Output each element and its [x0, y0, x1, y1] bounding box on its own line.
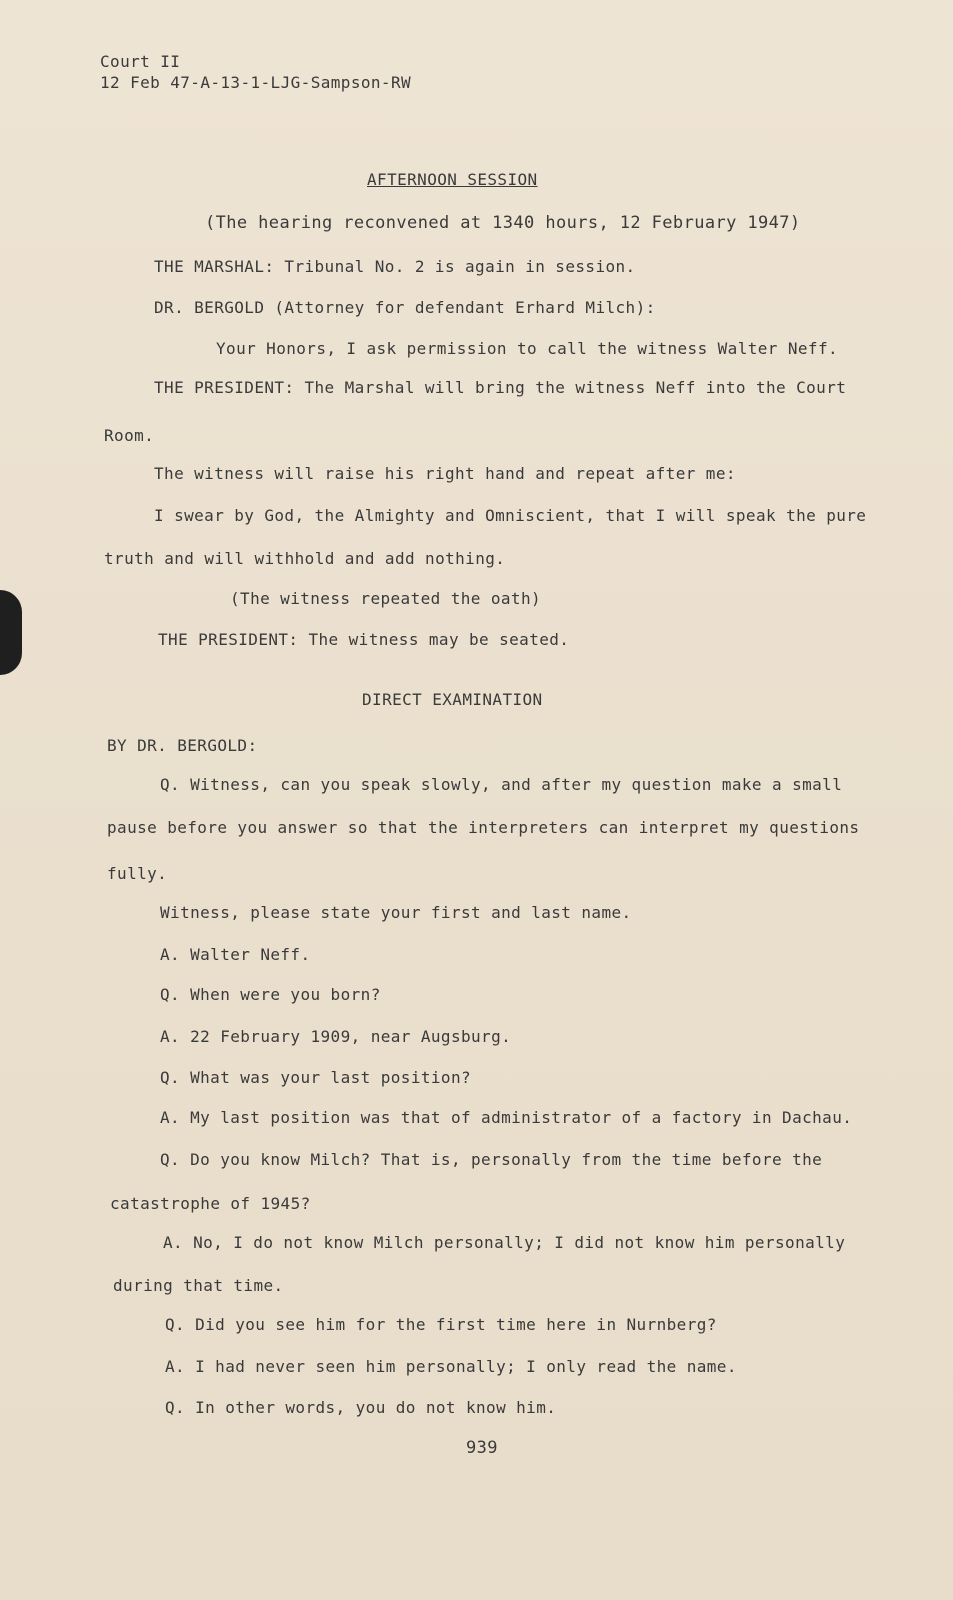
text-line: Q. When were you born? [160, 985, 381, 1004]
text-line: I swear by God, the Almighty and Omniscient, that I will speak the pure [154, 506, 867, 525]
text-line: THE PRESIDENT: The witness may be seated. [158, 630, 570, 649]
text-line: BY DR. BERGOLD: [107, 736, 258, 755]
punch-hole [0, 590, 22, 675]
text-line: (The hearing reconvened at 1340 hours, 12 February 1947) [205, 213, 801, 233]
text-line: Q. In other words, you do not know him. [165, 1398, 557, 1417]
text-line: truth and will withhold and add nothing. [104, 549, 506, 568]
text-line: A. I had never seen him personally; I only read the name. [165, 1357, 737, 1376]
text-line: during that time. [113, 1276, 284, 1295]
text-line: A. My last position was that of administrator of a factory in Dachau. [160, 1108, 853, 1127]
text-line: Room. [104, 426, 155, 445]
text-line: A. Walter Neff. [160, 945, 311, 964]
document-reference: 12 Feb 47-A-13-1-LJG-Sampson-RW [100, 73, 412, 92]
text-line: fully. [107, 864, 168, 883]
text-line: DR. BERGOLD (Attorney for defendant Erhard Milch): [154, 298, 656, 317]
page-number: 939 [466, 1438, 498, 1458]
text-line: catastrophe of 1945? [110, 1194, 311, 1213]
text-line: Q. Do you know Milch? That is, personally from the time before the [160, 1150, 823, 1169]
text-line: The witness will raise his right hand and repeat after me: [154, 464, 736, 483]
text-line: A. 22 February 1909, near Augsburg. [160, 1027, 512, 1046]
text-line: A. No, I do not know Milch personally; I did not know him personally [163, 1233, 846, 1252]
text-line: THE PRESIDENT: The Marshal will bring the witness Neff into the Court [154, 378, 847, 397]
section-heading: DIRECT EXAMINATION [362, 690, 543, 709]
text-line: Your Honors, I ask permission to call the witness Walter Neff. [216, 339, 839, 358]
text-line: Q. Did you see him for the first time here in Nurnberg? [165, 1315, 717, 1334]
text-line: Q. What was your last position? [160, 1068, 472, 1087]
text-line: pause before you answer so that the interpreters can interpret my questions [107, 818, 860, 837]
text-line: (The witness repeated the oath) [230, 589, 542, 608]
text-line: THE MARSHAL: Tribunal No. 2 is again in session. [154, 257, 636, 276]
court-label: Court II [100, 52, 181, 71]
text-line: Q. Witness, can you speak slowly, and after my question make a small [160, 775, 843, 794]
text-line: Witness, please state your first and last name. [160, 903, 632, 922]
session-title: AFTERNOON SESSION [367, 170, 538, 189]
